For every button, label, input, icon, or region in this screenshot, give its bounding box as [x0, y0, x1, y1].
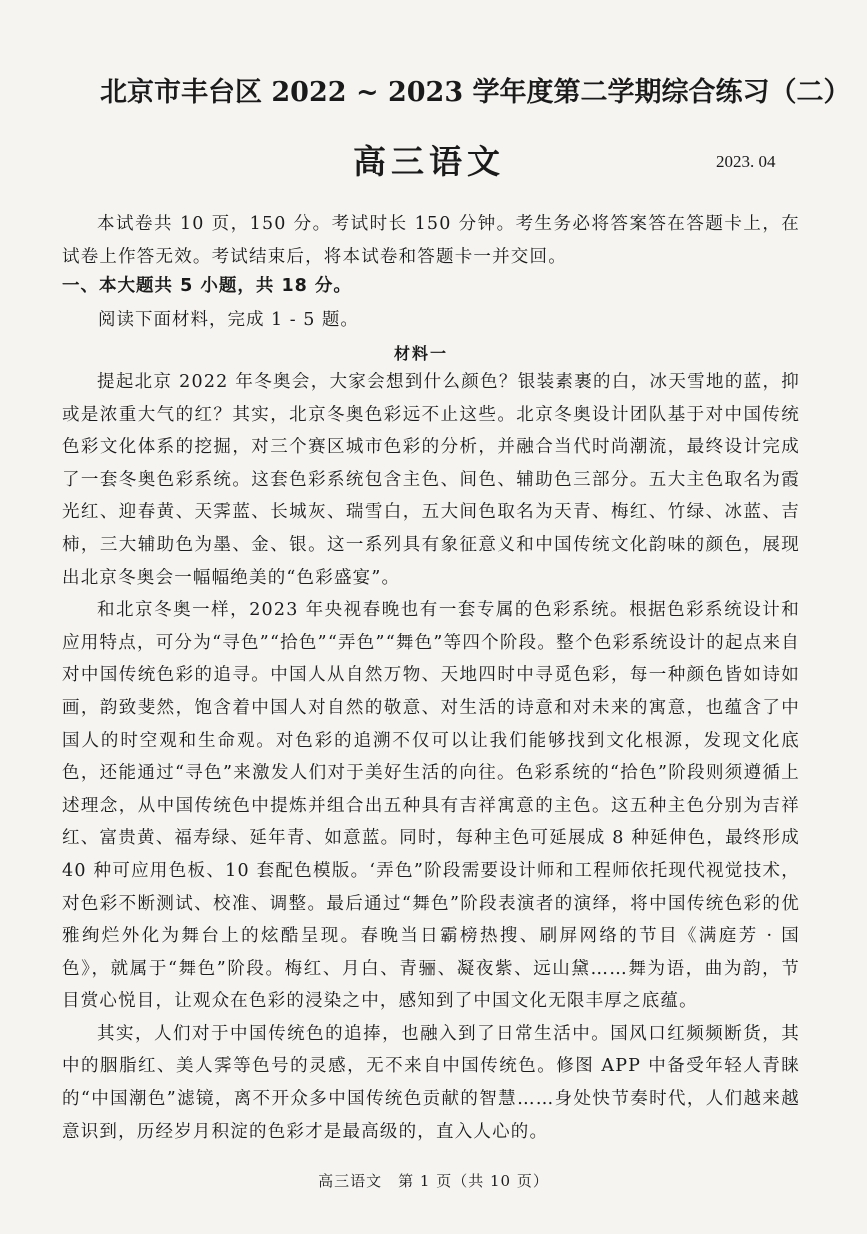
exam-date: 2023. 04	[716, 152, 776, 171]
page-footer: 高三语文 第 1 页（共 10 页）	[318, 1172, 549, 1190]
material-paragraph: 提起北京 2022 年冬奥会，大家会想到什么颜色？银装素裹的白，冰天雪地的蓝，抑或是浓重大气的红？其实，北京冬奥色彩远不止这些。北京冬奥设计团队基于对中国传统色彩文化体系的挖掘，对三个赛区城市色彩的分析，并融合当代时尚潮流，最终设计完成了一套冬奥色彩系统。这套色彩系统包含主色、间色、辅助色三部分。五大主色取名为霞光红、迎春黄、天霁蓝、长城灰、瑞雪白，五大间色取名为天青、梅红、竹绿、冰蓝、吉柿，三大辅助色为墨、金、银。这一系列具有象征意义和中国传统文化韵味的颜色，展现出北京冬奥会一幅幅绝美的“色彩盛宴”。	[62, 372, 800, 588]
subject-title: 高三语文	[353, 142, 505, 181]
material-body	[62, 366, 800, 1148]
section-heading: 一、本大题共 5 小题，共 18 分。	[62, 276, 352, 296]
exam-title: 北京市丰台区 2022 ~ 2023 学年度第二学期综合练习（二）	[100, 77, 851, 108]
material-paragraph: 和北京冬奥一样，2023 年央视春晚也有一套专属的色彩系统。根据色彩系统设计和应用特点，可分为“寻色”“拾色”“弄色”“舞色”等四个阶段。整个色彩系统设计的起点来自对中国传统色彩的追寻。中国人从自然万物、天地四时中寻觅色彩，每一种颜色皆如诗如画，韵致斐然，饱含着中国人对自然的敬意、对生活的诗意和对未来的寓意，也蕴含了中国人的时空观和生命观。对色彩的追溯不仅可以让我们能够找到文化根源，发现文化底色，还能通过“寻色”来激发人们对于美好生活的向往。色彩系统的“拾色”阶段则须遵循上述理念，从中国传统色中提炼并组合出五种具有吉祥寓意的主色。这五种主色分别为吉祥红、富贵黄、福寿绿、延年青、如意蓝。同时，每种主色可延展成 8 种延伸色，最终形成 40 种可应用色板、10 套配色模版。‘弄色”阶段需要设计师和工程师依托现代视觉技术，对色彩不断测试、校准、调整。最后通过“舞色”阶段表演者的演绎，将中国传统色彩的优雅绚烂外化为舞台上的炫酷呈现。春晚当日霸榜热搜、刷屏网络的节目《满庭芳 · 国色》，就属于“舞色”阶段。梅红、月白、青骊、凝夜紫、远山黛……舞为语，曲为韵，节目赏心悦目，让观众在色彩的浸染之中，感知到了中国文化无限丰厚之底蕴。	[62, 600, 800, 1012]
exam-notice: 本试卷共 10 页，150 分。考试时长 150 分钟。考生务必将答案答在答题卡上，在试卷上作答无效。考试结束后，将本试卷和答题卡一并交回。	[62, 214, 800, 267]
exam-notice-block	[62, 208, 800, 273]
material-paragraph: 其实，人们对于中国传统色的追捧，也融入到了日常生活中。国风口红频频断货，其中的胭脂红、美人霁等色号的灵感，无不来自中国传统色。修图 APP 中备受年轻人青睐的“中国潮色”滤镜，离不开众多中国传统色贡献的智慧……身处快节奏时代，人们越来越意识到，历经岁月积淀的色彩才是最高级的，直入人心的。	[62, 1023, 800, 1142]
material-title: 材料一	[394, 344, 449, 363]
reading-instruction: 阅读下面材料，完成 1 - 5 题。	[98, 310, 359, 330]
